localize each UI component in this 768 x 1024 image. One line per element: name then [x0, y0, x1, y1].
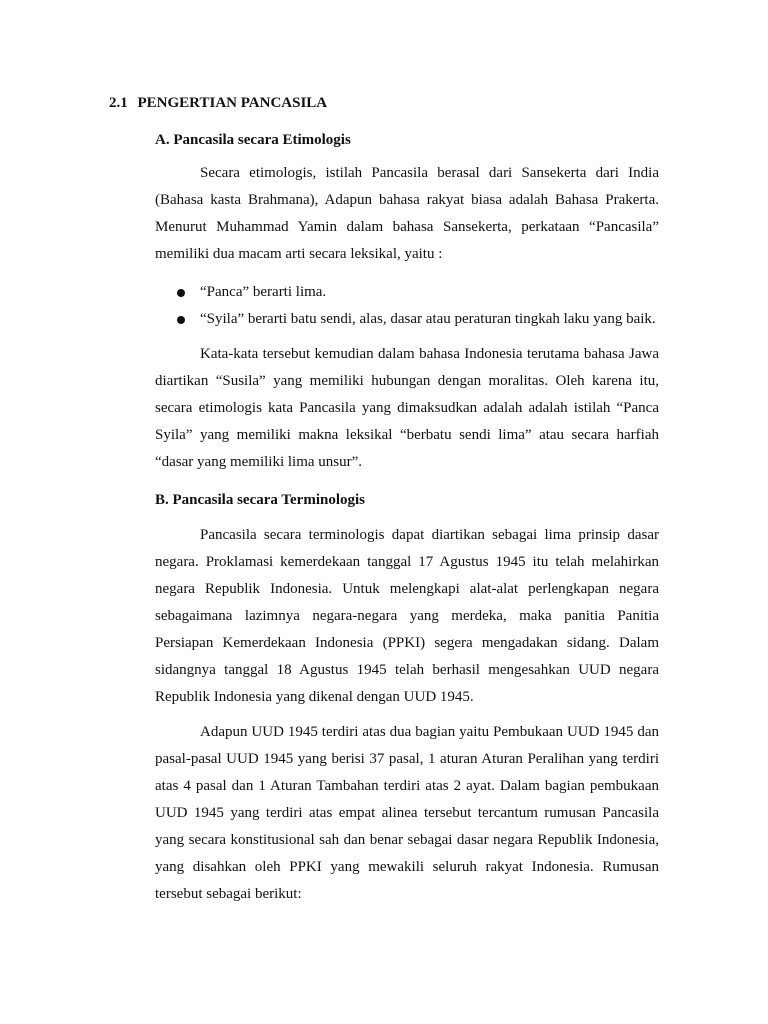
section-number: 2.1 [109, 95, 128, 111]
list-item-text: “Panca” berarti lima. [200, 284, 327, 300]
list-item [155, 279, 665, 306]
paragraph-etimologis-intro: Secara etimologis, istilah Pancasila berasal dari Sansekerta dari India (Bahasa kasta Brahmana), Adapun bahasa rakyat biasa adalah Bahasa Prakerta. Menurut Muhammad Yamin dalam bahasa Sansekerta, perkataan “Pancasila” memiliki dua macam arti secara leksikal, yaitu : [155, 165, 659, 262]
heading-etimologis: A. Pancasila secara Etimologis [155, 132, 351, 148]
list-item [155, 306, 665, 333]
list-item-text: “Syila” berarti batu sendi, alas, dasar atau peraturan tingkah laku yang baik. [200, 311, 656, 327]
paragraph-uud-1945: Adapun UUD 1945 terdiri atas dua bagian yaitu Pembukaan UUD 1945 dan pasal-pasal UUD 1945 yang berisi 37 pasal, 1 aturan Aturan Peralihan yang terdiri atas 4 pasal dan 1 Aturan Tambahan terdiri atas 2 ayat. Dalam bagian pembukaan UUD 1945 yang terdiri atas empat alinea tersebut tercantum rumusan Pancasila yang secara konstitusional sah dan benar sebagai dasar negara Republik Indonesia, yang disahkan oleh PPKI yang mewakili seluruh rakyat Indonesia. Rumusan tersebut sebagai berikut: [155, 724, 659, 902]
bullet-icon [177, 289, 185, 297]
bullet-icon [177, 316, 185, 324]
paragraph-terminologis-definition: Pancasila secara terminologis dapat diartikan sebagai lima prinsip dasar negara. Proklamasi kemerdekaan tanggal 17 Agustus 1945 itu telah melahirkan negara Republik Indonesia. Untuk melengkapi alat-alat perlengkapan negara sebagaimana lazimnya negara-negara yang merdeka, maka panitia Panitia Persiapan Kemerdekaan Indonesia (PPKI) segera mengadakan sidang. Dalam sidangnya tanggal 18 Agustus 1945 telah berhasil mengesahkan UUD negara Republik Indonesia yang dikenal dengan UUD 1945. [155, 527, 659, 705]
heading-terminologis: B. Pancasila secara Terminologis [155, 492, 365, 508]
section-title-text: PENGERTIAN PANCASILA [137, 95, 328, 111]
meaning-list [155, 279, 665, 333]
section-title [109, 93, 327, 113]
paragraph-etimologis-meaning: Kata-kata tersebut kemudian dalam bahasa Indonesia terutama bahasa Jawa diartikan “Susila” yang memiliki hubungan dengan moralitas. Oleh karena itu, secara etimologis kata Pancasila yang dimaksudkan adalah adalah istilah “Panca Syila” yang memiliki makna leksikal “berbatu sendi lima” atau secara harfiah “dasar yang memiliki lima unsur”. [155, 346, 659, 470]
